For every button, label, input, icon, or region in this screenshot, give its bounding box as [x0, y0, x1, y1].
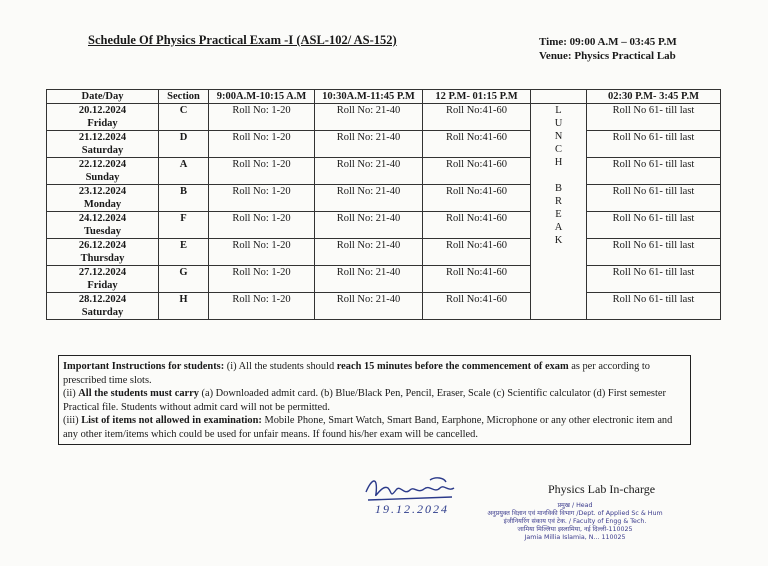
slot1-cell: Roll No: 1-20: [209, 158, 315, 185]
slot4-cell: Roll No 61- till last: [587, 185, 721, 212]
slot1-cell: Roll No: 1-20: [209, 185, 315, 212]
section-cell: A: [159, 158, 209, 185]
slot1-cell: Roll No: 1-20: [209, 293, 315, 320]
lunch-letter: R: [554, 196, 562, 207]
lunch-letter: H: [554, 157, 563, 168]
lab-incharge-label: Physics Lab In-charge: [548, 482, 656, 496]
column-header: 9:00A.M-10:15 A.M: [209, 90, 315, 104]
table-row: [47, 266, 721, 293]
slot2-cell: Roll No: 21-40: [315, 185, 423, 212]
instruction-2: (ii) All the students must carry (a) Downloaded admit card. (b) Blue/Black Pen, Pencil, Eraser, Scale (c) Scientific calculator (d) First semester Practical file. Students without admit card will not be permitted.: [63, 388, 666, 413]
slot1-cell: Roll No: 1-20: [209, 131, 315, 158]
date-cell: 26.12.2024 Thursday: [47, 239, 159, 266]
slot2-cell: Roll No: 21-40: [315, 104, 423, 131]
column-header: 02:30 P.M- 3:45 P.M: [587, 90, 721, 104]
date-cell: 20.12.2024 Friday: [47, 104, 159, 131]
slot2-cell: Roll No: 21-40: [315, 158, 423, 185]
date-cell: 21.12.2024 Saturday: [47, 131, 159, 158]
date-cell: 24.12.2024 Tuesday: [47, 212, 159, 239]
signature-date: 19.12.2024: [375, 502, 449, 516]
slot1-cell: Roll No: 1-20: [209, 266, 315, 293]
table-header-row: [47, 90, 721, 104]
slot4-cell: Roll No 61- till last: [587, 266, 721, 293]
lunch-letter: B: [554, 183, 562, 194]
lunch-break-cell: [531, 104, 587, 320]
instructions-box: [58, 355, 691, 445]
lunch-letter: U: [554, 118, 563, 129]
instruction-1: Important Instructions for students: (i) All the students should reach 15 minutes before the commencement of exam as per according to prescribed time slots.: [63, 361, 651, 386]
slot3-cell: Roll No:41-60: [423, 266, 531, 293]
slot2-cell: Roll No: 21-40: [315, 239, 423, 266]
column-header: [531, 90, 587, 104]
section-cell: C: [159, 104, 209, 131]
slot3-cell: Roll No:41-60: [423, 104, 531, 131]
slot3-cell: Roll No:41-60: [423, 293, 531, 320]
schedule-table: [46, 89, 721, 320]
page-title: Schedule Of Physics Practical Exam -I (ASL-102/ AS-152): [88, 33, 397, 47]
table-row: [47, 185, 721, 212]
section-cell: D: [159, 131, 209, 158]
table-row: [47, 158, 721, 185]
date-cell: 27.12.2024 Friday: [47, 266, 159, 293]
lunch-letter: K: [554, 235, 563, 246]
slot4-cell: Roll No 61- till last: [587, 131, 721, 158]
lunch-letter: A: [554, 222, 563, 233]
slot4-cell: Roll No 61- till last: [587, 239, 721, 266]
column-header: 12 P.M- 01:15 P.M: [423, 90, 531, 104]
date-cell: 22.12.2024 Sunday: [47, 158, 159, 185]
slot2-cell: Roll No: 21-40: [315, 266, 423, 293]
slot2-cell: Roll No: 21-40: [315, 293, 423, 320]
table-row: [47, 239, 721, 266]
slot3-cell: Roll No:41-60: [423, 158, 531, 185]
slot2-cell: Roll No: 21-40: [315, 212, 423, 239]
slot1-cell: Roll No: 1-20: [209, 212, 315, 239]
exam-venue: Venue: Physics Practical Lab: [539, 50, 676, 62]
section-cell: F: [159, 212, 209, 239]
slot3-cell: Roll No:41-60: [423, 131, 531, 158]
table-row: [47, 131, 721, 158]
table-row: [47, 212, 721, 239]
slot2-cell: Roll No: 21-40: [315, 131, 423, 158]
section-cell: B: [159, 185, 209, 212]
table-row: [47, 293, 721, 320]
lunch-letter: C: [554, 144, 562, 155]
section-cell: E: [159, 239, 209, 266]
table-row: [47, 104, 721, 131]
instruction-3: (iii) List of items not allowed in examination: Mobile Phone, Smart Watch, Smart Band, Earphone, Microphone or any other electronic item and any other item/items which could be used for unfair means. If found his/her exam will be cancelled.: [63, 415, 673, 440]
slot3-cell: Roll No:41-60: [423, 239, 531, 266]
date-cell: 23.12.2024 Monday: [47, 185, 159, 212]
slot4-cell: Roll No 61- till last: [587, 104, 721, 131]
slot4-cell: Roll No 61- till last: [587, 212, 721, 239]
official-stamp: प्रमुख / Head अनुप्रयुक्त विज्ञान एवं मानविकी विभाग /Dept. of Applied Sc & Hum इंजीनियरिंग संकाय एवं टेक. / Faculty of Engg & Tech. जामिया मिल्लिया इस्लामिया, नई दिल्ली-110025 Jamia Millia Islamia, N... 110025: [487, 502, 663, 541]
slot3-cell: Roll No:41-60: [423, 185, 531, 212]
column-header: Section: [159, 90, 209, 104]
lunch-letter: E: [555, 209, 562, 220]
slot1-cell: Roll No: 1-20: [209, 239, 315, 266]
column-header: 10:30A.M-11:45 P.M: [315, 90, 423, 104]
lunch-letter: N: [554, 131, 563, 142]
lunch-letter: L: [555, 105, 562, 116]
slot3-cell: Roll No:41-60: [423, 212, 531, 239]
exam-time: Time: 09:00 A.M – 03:45 P.M: [539, 36, 677, 48]
section-cell: H: [159, 293, 209, 320]
slot4-cell: Roll No 61- till last: [587, 293, 721, 320]
lunch-letter: [531, 169, 586, 182]
date-cell: 28.12.2024 Saturday: [47, 293, 159, 320]
slot4-cell: Roll No 61- till last: [587, 158, 721, 185]
column-header: Date/Day: [47, 90, 159, 104]
slot1-cell: Roll No: 1-20: [209, 104, 315, 131]
section-cell: G: [159, 266, 209, 293]
